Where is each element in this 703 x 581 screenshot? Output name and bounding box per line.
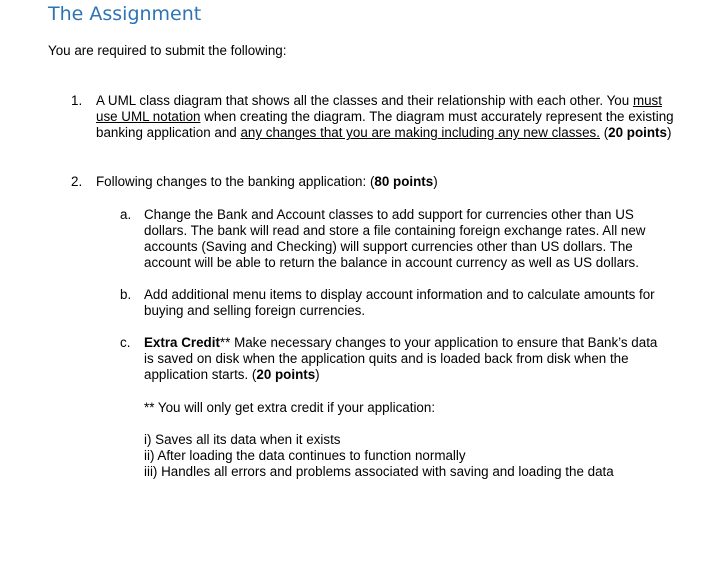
condition-item: ii) After loading the data continues to function normally [144, 448, 466, 464]
item-1-underline-changes: any changes that you are making including any new classes. [240, 125, 600, 141]
conditions-list [144, 432, 684, 480]
item-c-points: 20 points [256, 367, 316, 383]
condition-item: iii) Handles all errors and problems associated with saving and loading the data [144, 464, 614, 480]
item-a-letter: a. [120, 207, 132, 222]
item-a-text: Change the Bank and Account classes to add support for currencies other than US dollars. The bank will read and store a file containing foreign exchange rates. All new accounts (Saving and Checking) will support currencies other than US dollars. The account will be able to return the balance in account currency as well as US dollars. [144, 207, 646, 271]
item-b-letter: b. [120, 287, 132, 302]
item-1-points: 20 points [608, 125, 667, 141]
intro-text: You are required to submit the following: [48, 43, 287, 58]
item-2-number: 2. [71, 174, 83, 189]
item-1-underline-notation: must use UML notation [96, 93, 662, 125]
item-c-text: Extra Credit** Make necessary changes to your application to ensure that Bank’s data is saved on disk when the application quits and is loaded back from disk when the application starts. (20 points) [144, 335, 658, 383]
condition-item: i) Saves all its data when it exists [144, 432, 341, 447]
item-1-number: 1. [71, 93, 83, 108]
item-1-text: A UML class diagram that shows all the classes and their relationship with each other. You must use UML notation when creating the diagram. The diagram must accurately represent the existing banking application and any changes that you are making including any new classes. (20 points) [96, 93, 674, 141]
item-2-points: 80 points [374, 174, 434, 189]
item-1-line: when creating the diagram. The diagram must accurately represent the existing banking application and [96, 109, 674, 141]
item-b-text: Add additional menu items to display account information and to calculate amounts for buying and selling foreign currencies. [144, 287, 655, 319]
item-1-line: A UML class diagram that shows all the classes and their relationship with each other. You [96, 93, 630, 108]
extra-credit-label: Extra Credit [144, 335, 220, 350]
item-c-letter: c. [120, 335, 131, 350]
item-2-text: Following changes to the banking application: (80 points) [96, 174, 438, 189]
extra-credit-note: ** You will only get extra credit if your application: [144, 400, 436, 415]
page-title: The Assignment [48, 3, 202, 25]
